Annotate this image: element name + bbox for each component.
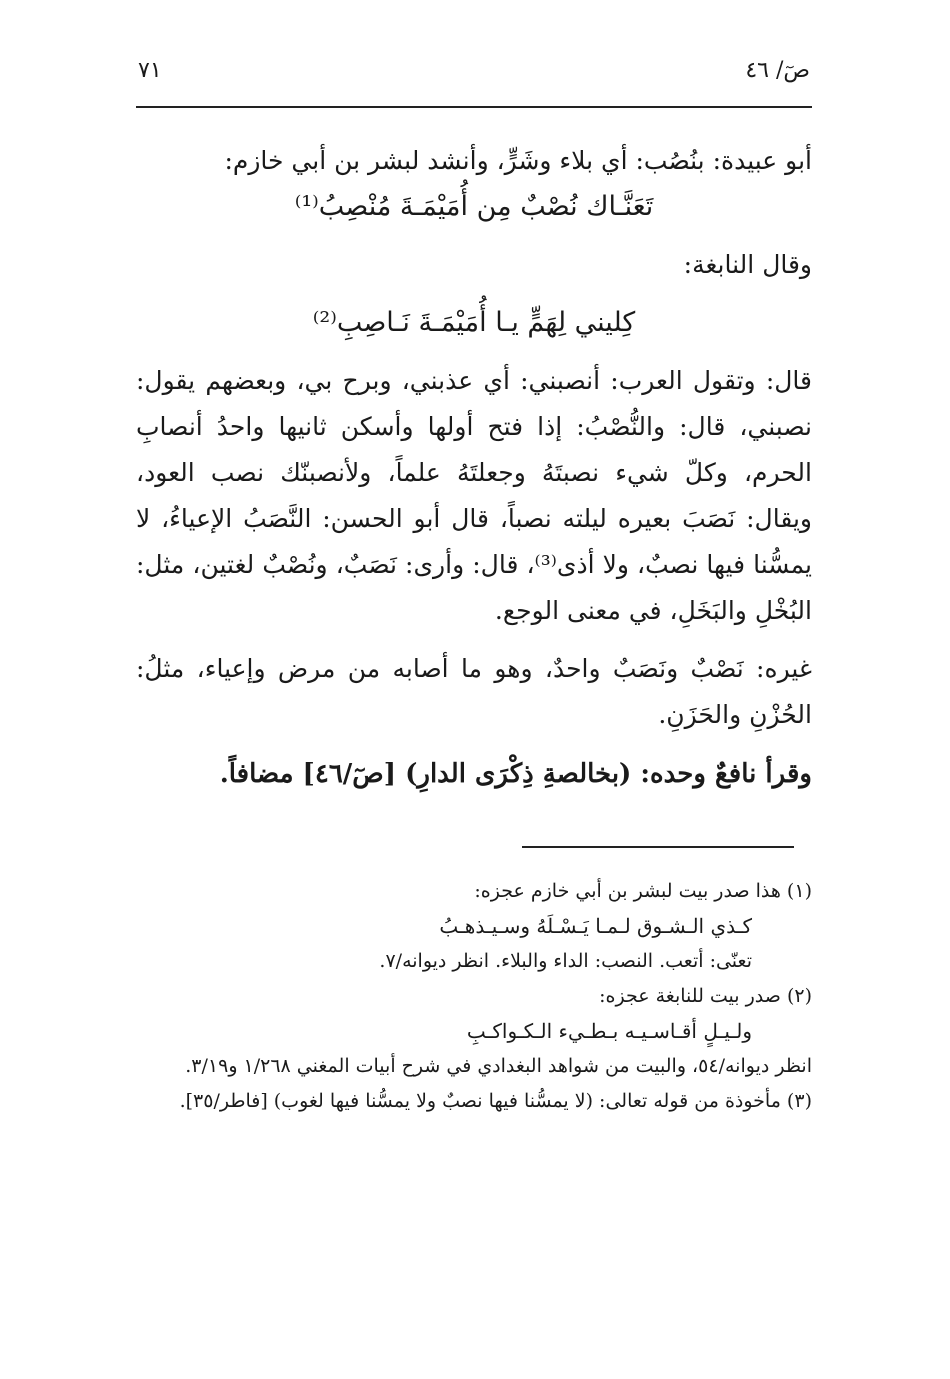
footnote-1: (١) هذا صدر بيت لبشر بن أبي خازم عجزه:	[474, 880, 812, 902]
header-rule	[136, 106, 812, 108]
paragraph-arab-usage: قال: وتقول العرب: أنصبني: أي عذبني، وبرح بي، وبعضهم يقول: نصبني، قال: والنُّصْبُ: إذا فتح أولها وأسكن ثانيها واحدُ أنصابِ الحرم، وكلّ شيء نصبتَهُ وجعلتَهُ علماً، ولأنصبنّك نصب العود، ويقال: نَصَبَ بعيره ليلته نصباً، قال أبو الحسن: النَّصَبُ الإعياءُ، لا يمسُّنا فيها نصبٌ، ولا أذى⁽³⁾، قال: وأرى: نَصَبٌ، ونُصْبٌ لغتين، مثل: البُخْلِ والبَخَلِ، في معنى الوجع.	[136, 366, 813, 625]
footnote-2-verse: ولـيـلٍ أقـاسـيـه بـطـيء الـكـواكـبِ	[466, 1019, 752, 1043]
verse-nabigha: كِليني لِهَمٍّ يـا أُمَيْمَـةَ نَـاصِبِ⁽²⁾	[312, 307, 636, 338]
page-header	[138, 58, 810, 98]
verse-bishr: تَعَنَّـاك نُصْبٌ مِن أُمَيْمَـةَ مُنْصِبُ⁽¹⁾	[294, 191, 654, 222]
section-reference: صٓ/ ٤٦	[745, 58, 810, 83]
paragraph-abu-ubayda: أبو عبيدة: بنُصُب: أي بلاء وشَرٍّ، وأنشد لبشر بن أبي خازم:	[224, 146, 812, 175]
footnote-2-note: انظر ديوانه/٥٤، والبيت من شواهد البغدادي في شرح أبيات المغني ١/٢٦٨ و٣/١٩.	[185, 1055, 812, 1077]
footnote-rule	[522, 846, 794, 848]
page-number: ٧١	[138, 58, 162, 83]
footnote-2: (٢) صدر بيت للنابغة عجزه:	[599, 985, 812, 1007]
footnotes	[136, 874, 812, 1119]
footnote-3: (٣) مأخوذة من قوله تعالى: (لا يمسُّنا فيها نصبٌ ولا يمسُّنا فيها لغوب) [فاطر/٣٥].	[179, 1090, 812, 1112]
paragraph-nafi-reading: وقرأ نافعٌ وحده: (بخالصةِ ذِكْرَى الدارِ) [صٓ/٤٦] مضافاً.	[219, 759, 812, 789]
footnote-1-verse: كـذي الـشـوق لـمـا يَـسْـلَهُ وسـيـذهـبُ	[439, 914, 752, 938]
paragraph-nabigha-intro: وقال النابغة:	[683, 250, 812, 279]
main-text	[136, 138, 812, 798]
footnote-1-note: تعنّى: أتعب. النصب: الداء والبلاء. انظر ديوانه/٧.	[379, 950, 752, 972]
paragraph-others: غيره: نَصْبٌ ونَصَبٌ واحدٌ، وهو ما أصابه من مرض وإعياء، مثلُ: الحُزْنِ والحَزَنِ.	[136, 654, 812, 729]
